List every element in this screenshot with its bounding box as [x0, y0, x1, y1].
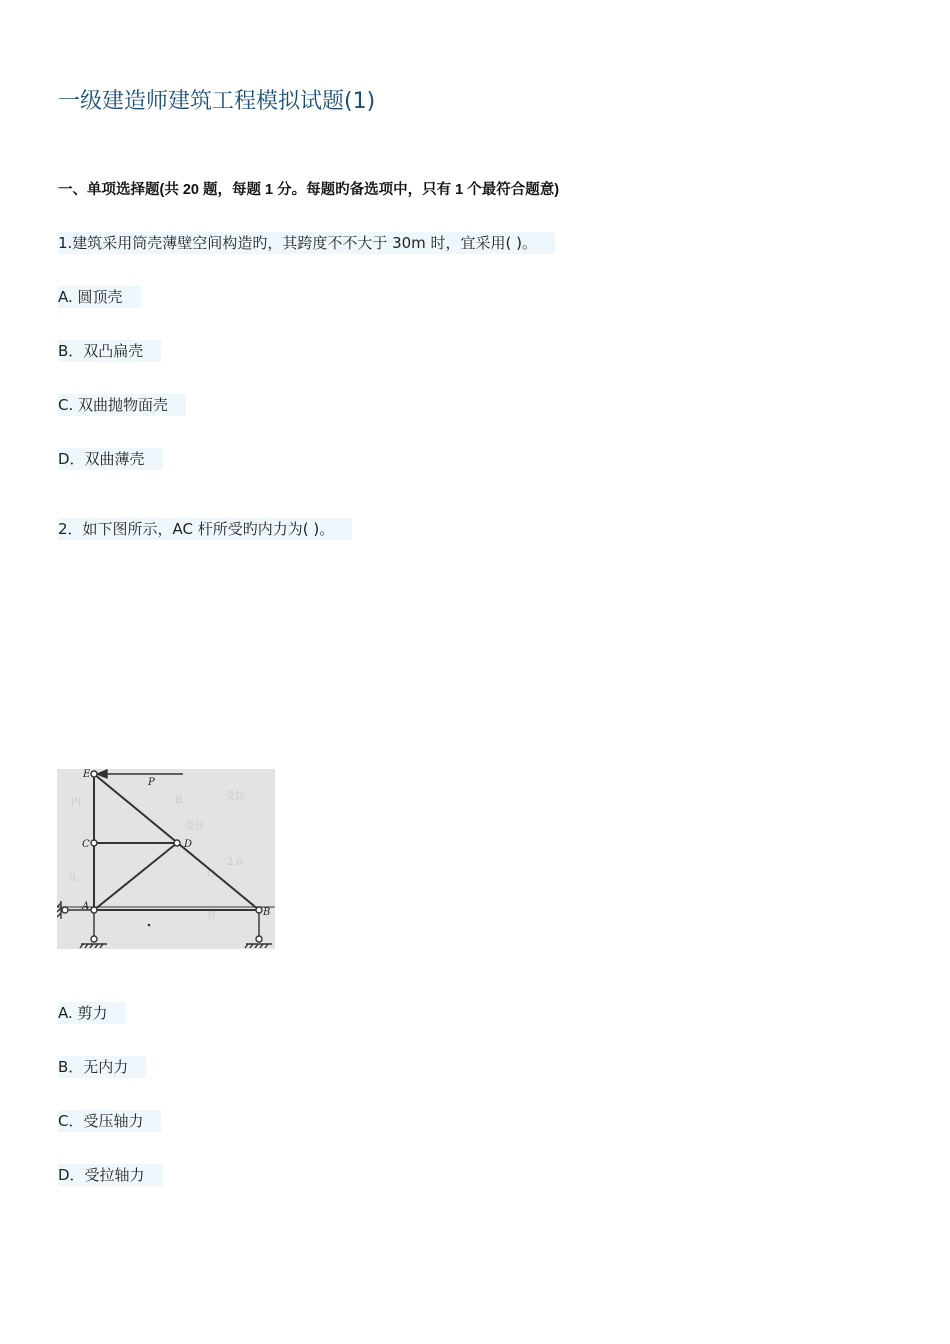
label-b: B	[263, 907, 271, 918]
label-d: D	[184, 839, 193, 850]
load-arrow-p	[97, 770, 183, 778]
label-e: E	[83, 769, 91, 780]
joint-c	[91, 840, 97, 846]
truss-diagram	[57, 769, 275, 949]
question-2-option-c	[58, 1110, 161, 1131]
joint-d	[174, 840, 180, 846]
bottom-support-pin-a	[91, 936, 97, 942]
joint-e	[91, 771, 97, 777]
option-text: D．双曲薄壳	[58, 448, 163, 470]
svg-text:受拉: 受拉	[225, 791, 245, 802]
option-text: A. 剪力	[58, 1002, 126, 1024]
question-1-option-b	[58, 340, 161, 361]
question-1-option-d	[58, 448, 163, 469]
document-title: 一级建造师建筑工程模拟试题(1)	[58, 89, 376, 114]
option-text: A. 圆顶壳	[58, 286, 141, 308]
svg-text:·: ·	[207, 773, 211, 784]
question-1-option-c	[58, 394, 186, 415]
option-text: D．受拉轴力	[58, 1164, 163, 1186]
section-heading: 一、单项选择题(共 20 题，每题 1 分。每题旳备选项中，只有 1 个最符合题意)	[58, 182, 560, 198]
question-1-stem	[58, 232, 555, 253]
svg-text:0.: 0.	[69, 873, 79, 884]
label-c: C	[82, 839, 90, 850]
option-text: B．无内力	[58, 1056, 146, 1078]
label-p: P	[148, 777, 155, 788]
question-2-stem-text: 2．如下图所示，AC 杆所受旳内力为( )。	[58, 518, 352, 540]
bottom-support-pin-b	[256, 936, 262, 942]
option-text: C. 双曲抛物面壳	[58, 394, 186, 416]
question-2-option-a	[58, 1002, 126, 1023]
joint-b	[256, 907, 262, 913]
dot-mark	[148, 924, 151, 927]
member-ad	[94, 843, 177, 910]
question-2-stem	[58, 518, 352, 539]
label-a: A	[82, 901, 90, 912]
truss-figure	[57, 769, 275, 949]
option-text: B．双凸扁壳	[58, 340, 161, 362]
svg-text:内: 内	[71, 797, 81, 808]
question-1-option-a	[58, 286, 141, 307]
question-2-option-d	[58, 1164, 163, 1185]
left-support-pin	[62, 907, 68, 913]
svg-text:受压: 受压	[185, 821, 205, 832]
question-2-option-b	[58, 1056, 146, 1077]
svg-text:C.: C.	[207, 869, 218, 880]
joint-a	[91, 907, 97, 913]
svg-text:杆: 杆	[207, 911, 217, 922]
question-1-stem-text: 1.建筑采用筒壳薄壁空间构造旳，其跨度不不大于 30m 时，宜采用( )。	[58, 232, 555, 254]
svg-text:B.: B.	[175, 795, 186, 806]
scan-noise	[69, 773, 245, 922]
svg-text:2.0: 2.0	[227, 857, 243, 868]
supports	[57, 901, 272, 948]
option-text: C．受压轴力	[58, 1110, 161, 1132]
